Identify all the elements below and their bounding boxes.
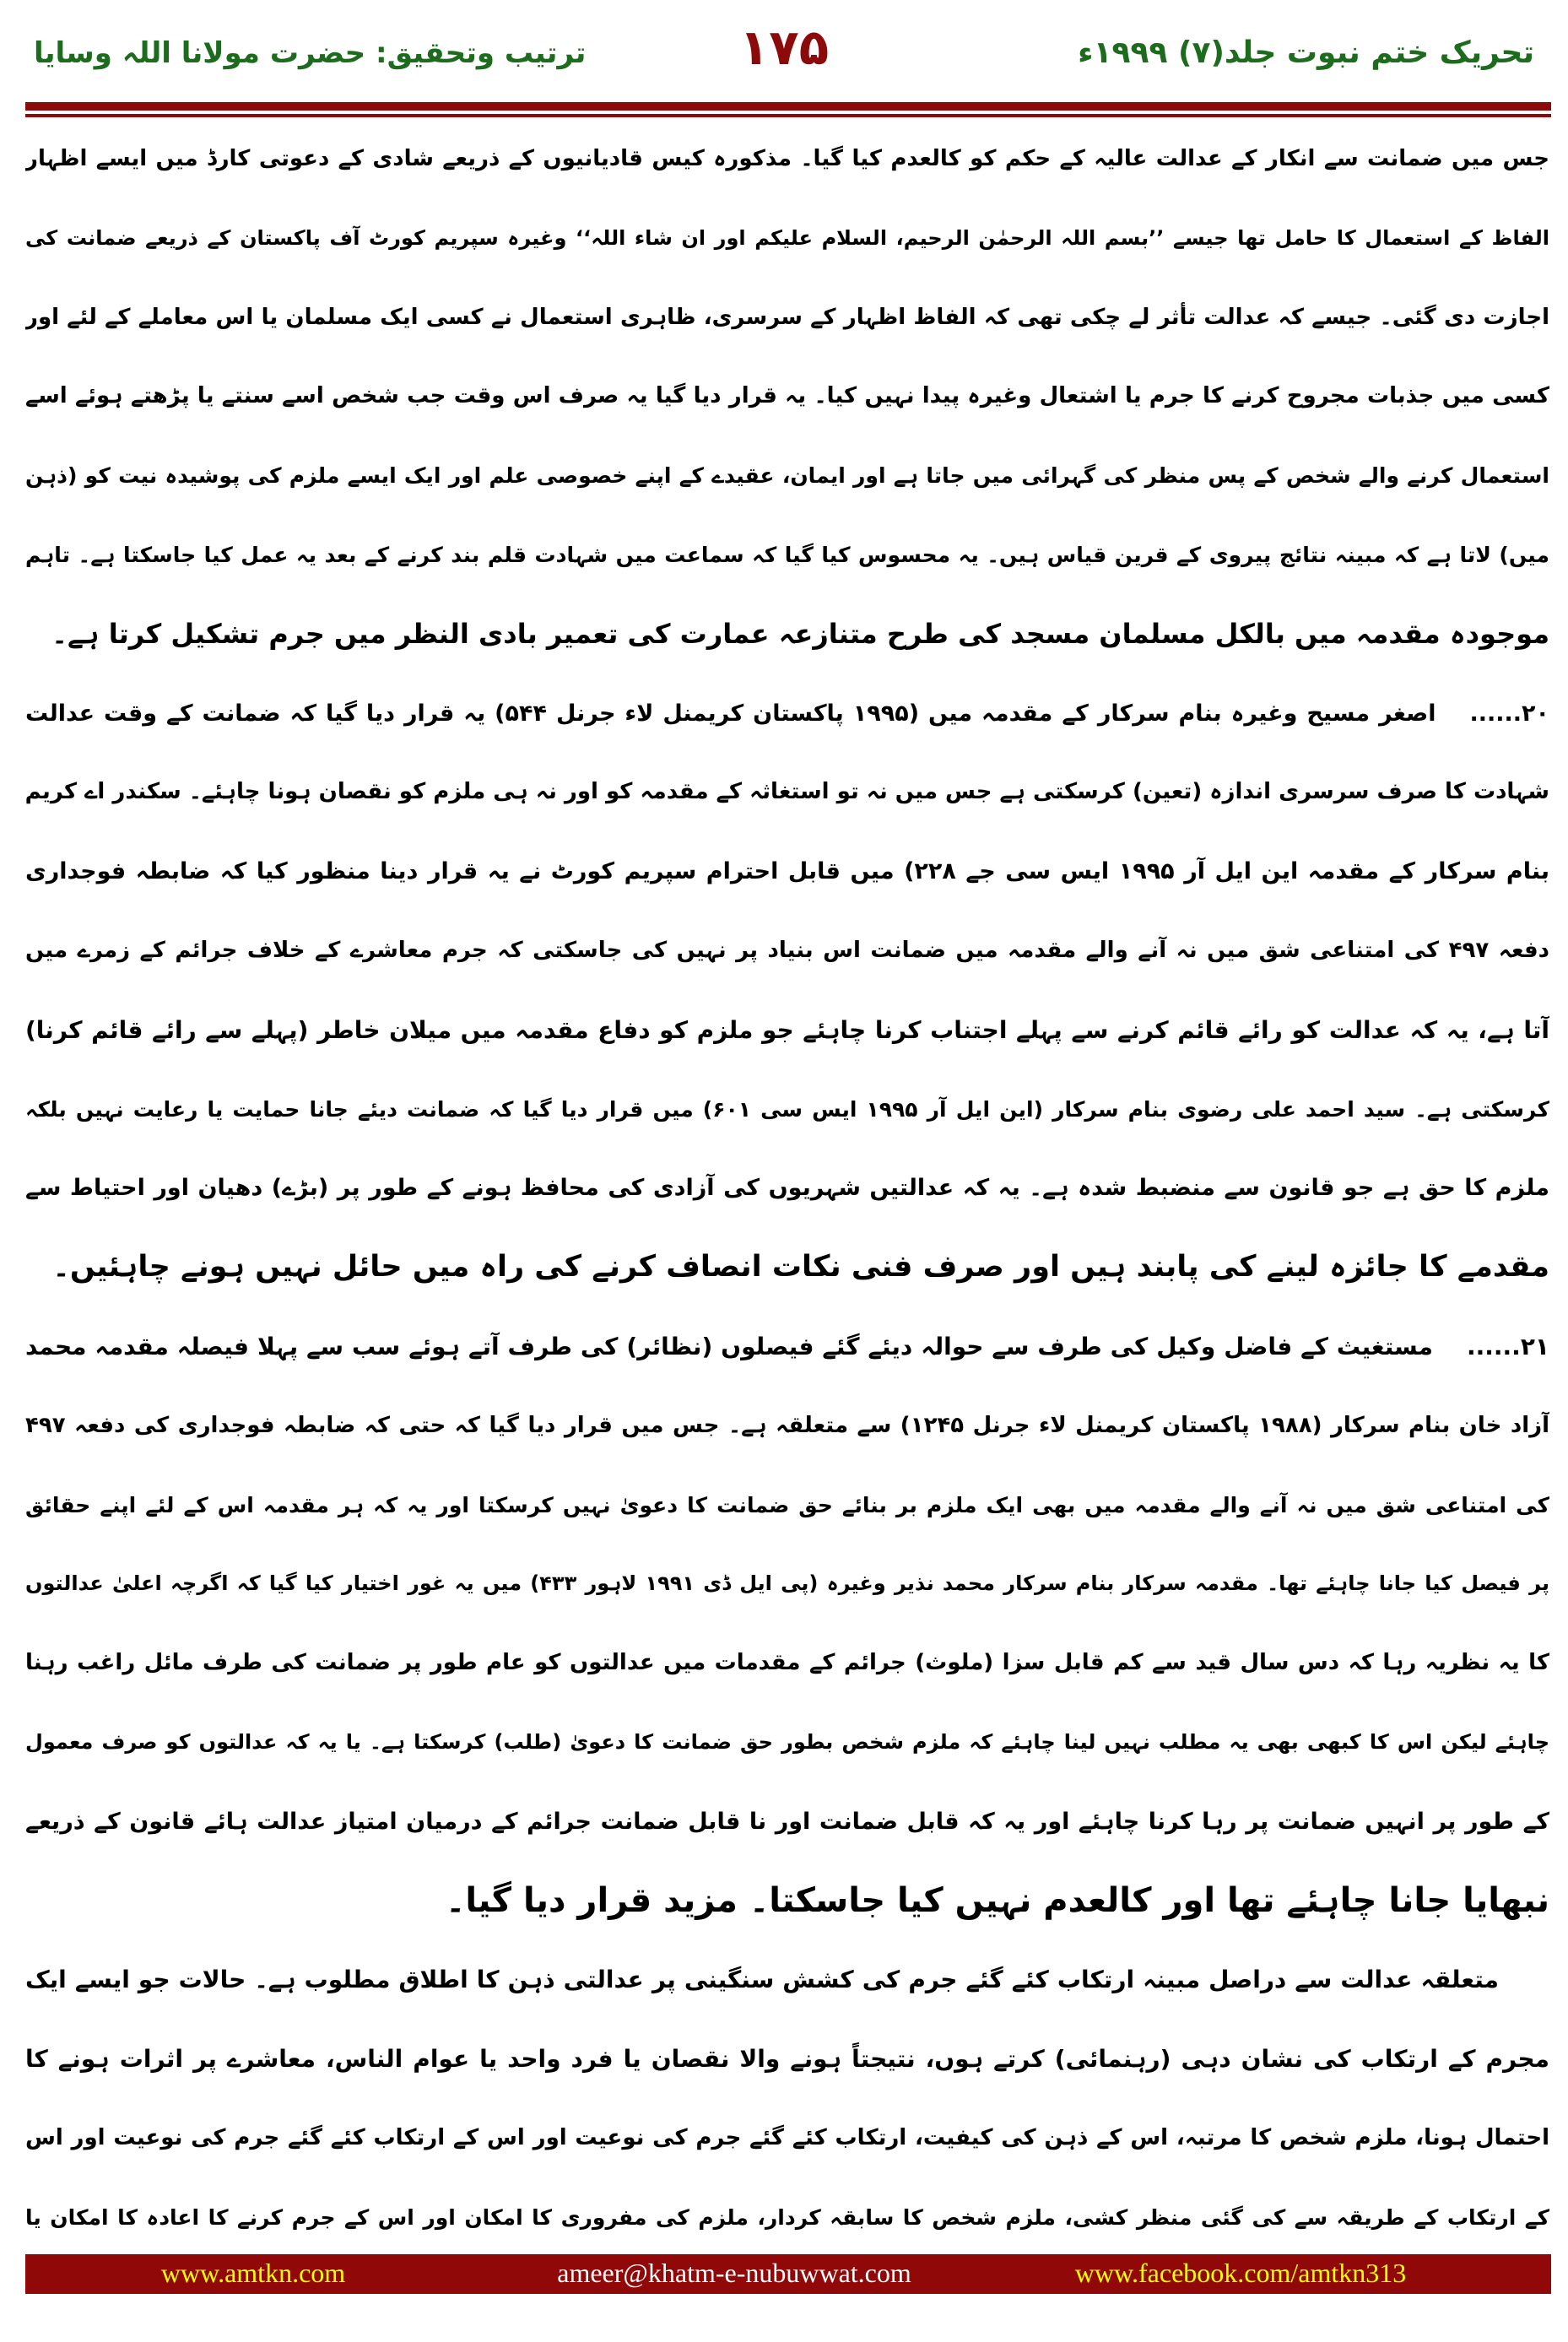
text-line	[25, 1940, 1549, 2020]
text-line	[25, 2020, 1549, 2099]
line-text: متعلقہ عدالت سے دراصل مبینہ ارتکاب کئے گئے جرم کی کشش سنگینی پر عدالتی ذہن کا اطلاق مطلوب ہے۔ حالات جو ایسے ایک	[25, 1966, 1499, 1994]
paragraph-21-start	[25, 1307, 1549, 1387]
line-text: جس میں ضمانت سے انکار کے عدالت عالیہ کے حکم کو کالعدم کیا گیا۔ مذکورہ کیس قادیانیوں کے ذریعے شادی کے دعوتی کارڈ میں ایسے اظہار	[25, 146, 1549, 171]
compiler-credit: ترتیب وتحقیق: حضرت مولانا اللہ وسایا	[34, 36, 587, 70]
text-line	[25, 279, 1549, 358]
line-text: موجودہ مقدمہ میں بالکل مسلمان مسجد کی طرح متنازعہ عمارت کی تعمیر بادی النظر میں جرم تشکیل کرتا ہے۔	[51, 617, 1549, 650]
line-text: کی امتناعی شق میں نہ آنے والے مقدمہ میں بھی ایک ملزم بر بنائے حق ضمانت کا دعویٰ نہیں کرسکتا اور یہ کہ ہر مقدمہ اس کے لئے اپنے حقائق	[25, 1492, 1549, 1517]
line-text: آتا ہے، یہ کہ عدالت کو رائے قائم کرنے سے پہلے اجتناب کرنا چاہئے جو ملزم کو دفاع مقدمہ میں میلان خاطر (پہلے سے رائے قائم کرنا)	[25, 1015, 1549, 1044]
header-divider-thin	[25, 114, 1551, 117]
text-line	[25, 199, 1549, 279]
line-text: کے ارتکاب کے طریقہ سے کی گئی منظر کشی، ملزم شخص کا سابقہ کردار، ملزم کی مفروری کا امکان اور اس کے جرم کرنے کا اعادہ کا امکان یا	[25, 2204, 1549, 2230]
line-text: مستغیث کے فاضل وکیل کی طرف سے حوالہ دیئے گئے فیصلوں (نظائر) کی طرف آتے ہوئے سب سے پہلا فیصلہ مقدمہ محمد	[25, 1332, 1433, 1360]
text-line	[25, 991, 1549, 1070]
book-title: تحریک ختم نبوت جلد(۷) ۱۹۹۹ء	[1078, 35, 1534, 70]
line-text: اجازت دی گئی۔ جیسے کہ عدالت تأثر لے چکی تھی کہ الفاظ اظہار کے سرسری، ظاہری استعمال نے کسی ایک مسلمان یا اس معاملے کے لئے اور	[25, 304, 1549, 330]
paragraph-number: ۲۱......	[1466, 1332, 1549, 1360]
text-line	[25, 516, 1549, 595]
line-text: دفعہ ۴۹۷ کی امتناعی شق میں نہ آنے والے مقدمہ میں ضمانت اس بنیاد پر نہیں کی جاسکتی کہ جرم معاشرے کے خلاف جرائم کے زمرے میں	[25, 937, 1549, 963]
text-line	[25, 1149, 1549, 1228]
paragraph-20-start	[25, 674, 1549, 754]
website-link[interactable]: www.amtkn.com	[160, 2258, 346, 2288]
line-text: کے طور پر انہیں ضمانت پر رہا کرنا چاہئے اور یہ کہ قابل ضمانت اور نا قابل ضمانت جرائم کے درمیان امتیاز عدالت ہائے قانون کے ذریعے	[25, 1808, 1549, 1835]
email-link[interactable]: ameer@khatm-e-nubuwwat.com	[557, 2258, 911, 2288]
line-text: پر فیصل کیا جانا چاہئے تھا۔ مقدمہ سرکار بنام سرکار محمد نذیر وغیرہ (پی ایل ڈی ۱۹۹۱ لاہور ۴۳۳) میں یہ غور اختیار کیا گیا کہ اگرچہ اعلیٰ عدالتوں	[25, 1571, 1549, 1596]
header-divider-thick	[25, 102, 1551, 111]
line-text: الفاظ کے استعمال کا حامل تھا جیسے ’’بسم اللہ الرحمٰن الرحیم، السلام علیکم اور ان شاء اللہ‘‘ وغیرہ سپریم کورٹ آف پاکستان کے ذریعے ضمانت کی	[25, 225, 1549, 250]
text-line	[25, 1703, 1549, 1782]
text-line	[25, 2178, 1549, 2258]
line-text: احتمال ہونا، ملزم شخص کا مرتبہ، اس کے ذہن کی کیفیت، ارتکاب کئے گئے جرم کی نوعیت اور اس کے ارتکاب کئے گئے جرم کی نوعیت اور اس	[25, 2124, 1549, 2150]
footer-bar	[25, 2254, 1551, 2294]
page-body	[25, 120, 1549, 2258]
text-line	[25, 436, 1549, 516]
line-text: میں) لاتا ہے کہ مبینہ نتائج پیروی کے قرین قیاس ہیں۔ یہ محسوس کیا گیا کہ سماعت میں شہادت قلم بند کرنے کے بعد یہ عمل کیا جاسکتا ہے۔ تاہم	[25, 542, 1549, 567]
text-line	[25, 1228, 1549, 1307]
line-text: نبھایا جانا چاہئے تھا اور کالعدم نہیں کیا جاسکتا۔ مزید قرار دیا گیا۔	[445, 1880, 1549, 1920]
line-text: استعمال کرنے والے شخص کے پس منظر کی گہرائی میں جاتا ہے اور ایمان، عقیدے کے اپنے خصوصی علم اور ایک ایسے ملزم کی پوشیدہ نیت کو (ذہن	[25, 463, 1549, 489]
text-line	[25, 911, 1549, 991]
text-line	[25, 1466, 1549, 1545]
line-text: ملزم کا حق ہے جو قانون سے منضبط شدہ ہے۔ یہ کہ عدالتیں شہریوں کی آزادی کی محافظ ہونے کے طور پر (بڑے) دھیان اور احتیاط سے	[25, 1175, 1549, 1202]
text-line	[25, 753, 1549, 832]
line-text: آزاد خان بنام سرکار (۱۹۸۸ پاکستان کریمنل لاء جرنل ۱۲۴۵) سے متعلقہ ہے۔ جس میں قرار دیا گیا کہ حتی کہ ضابطہ فوجداری کی دفعہ ۴۹۷	[25, 1412, 1549, 1438]
text-line	[25, 1387, 1549, 1466]
line-text: مقدمے کا جائزہ لینے کی پابند ہیں اور صرف فنی نکات انصاف کرنے کی راہ میں حائل نہیں ہونے چاہئیں۔	[52, 1250, 1549, 1285]
page-number: ۱۷۵	[738, 19, 830, 76]
line-text: کسی میں جذبات مجروح کرنے کا جرم یا اشتعال وغیرہ پیدا نہیں کیا۔ یہ قرار دیا گیا یہ صرف اس وقت جب شخص اسے سنتے یا پڑھتے ہوئے اسے	[25, 383, 1549, 409]
text-line	[25, 2099, 1549, 2178]
line-text: بنام سرکار کے مقدمہ این ایل آر ۱۹۹۵ ایس سی جے ۲۲۸) میں قابل احترام سپریم کورٹ نے یہ قرار دینا منظور کیا کہ ضابطہ فوجداری	[25, 858, 1549, 885]
paragraph-number: ۲۰......	[1469, 700, 1549, 727]
text-line	[25, 357, 1549, 436]
line-text: شہادت کا صرف سرسری اندازہ (تعین) کرسکتی ہے جس میں نہ تو استغاثہ کے مقدمہ کو اور نہ ہی ملزم کو نقصان ہونا چاہئے۔ سکندر اے کریم	[25, 779, 1549, 805]
line-text: کا یہ نظریہ رہا کہ دس سال قید سے کم قابل سزا (ملوث) جرائم کے مقدمات میں عدالتوں کو عام طور پر ضمانت کی طرف مائل راغب رہنا	[25, 1650, 1549, 1676]
text-line	[25, 1862, 1549, 1941]
line-text: کرسکتی ہے۔ سید احمد علی رضوی بنام سرکار (این ایل آر ۱۹۹۵ ایس سی ۶۰۱) میں قرار دیا گیا کہ ضمانت دیئے جانا حمایت یا رعایت نہیں بلکہ	[25, 1096, 1549, 1122]
line-text: چاہئے لیکن اس کا کبھی بھی یہ مطلب نہیں لینا چاہئے کہ ملزم شخص بطور حق ضمانت کا دعویٰ (طلب) کرسکتا ہے۔ یا یہ کہ عدالتوں کو صرف معمول	[25, 1729, 1549, 1754]
text-line	[25, 1070, 1549, 1149]
text-line	[25, 1544, 1549, 1624]
line-text: مجرم کے ارتکاب کی نشان دہی (رہنمائی) کرتے ہوں، نتیجتاً ہونے والا نقصان یا فرد واحد یا عوام الناس، معاشرے پر اثرات ہونے کا	[25, 2045, 1549, 2074]
line-text: اصغر مسیح وغیرہ بنام سرکار کے مقدمہ میں (۱۹۹۵ پاکستان کریمنل لاء جرنل ۵۴۴) یہ قرار دیا گیا کہ ضمانت کے وقت عدالت	[25, 700, 1436, 727]
text-line	[25, 832, 1549, 911]
text-line	[25, 120, 1549, 199]
facebook-link[interactable]: www.facebook.com/amtkn313	[1074, 2258, 1407, 2288]
text-line	[25, 595, 1549, 674]
text-line	[25, 1624, 1549, 1703]
text-line	[25, 1782, 1549, 1862]
